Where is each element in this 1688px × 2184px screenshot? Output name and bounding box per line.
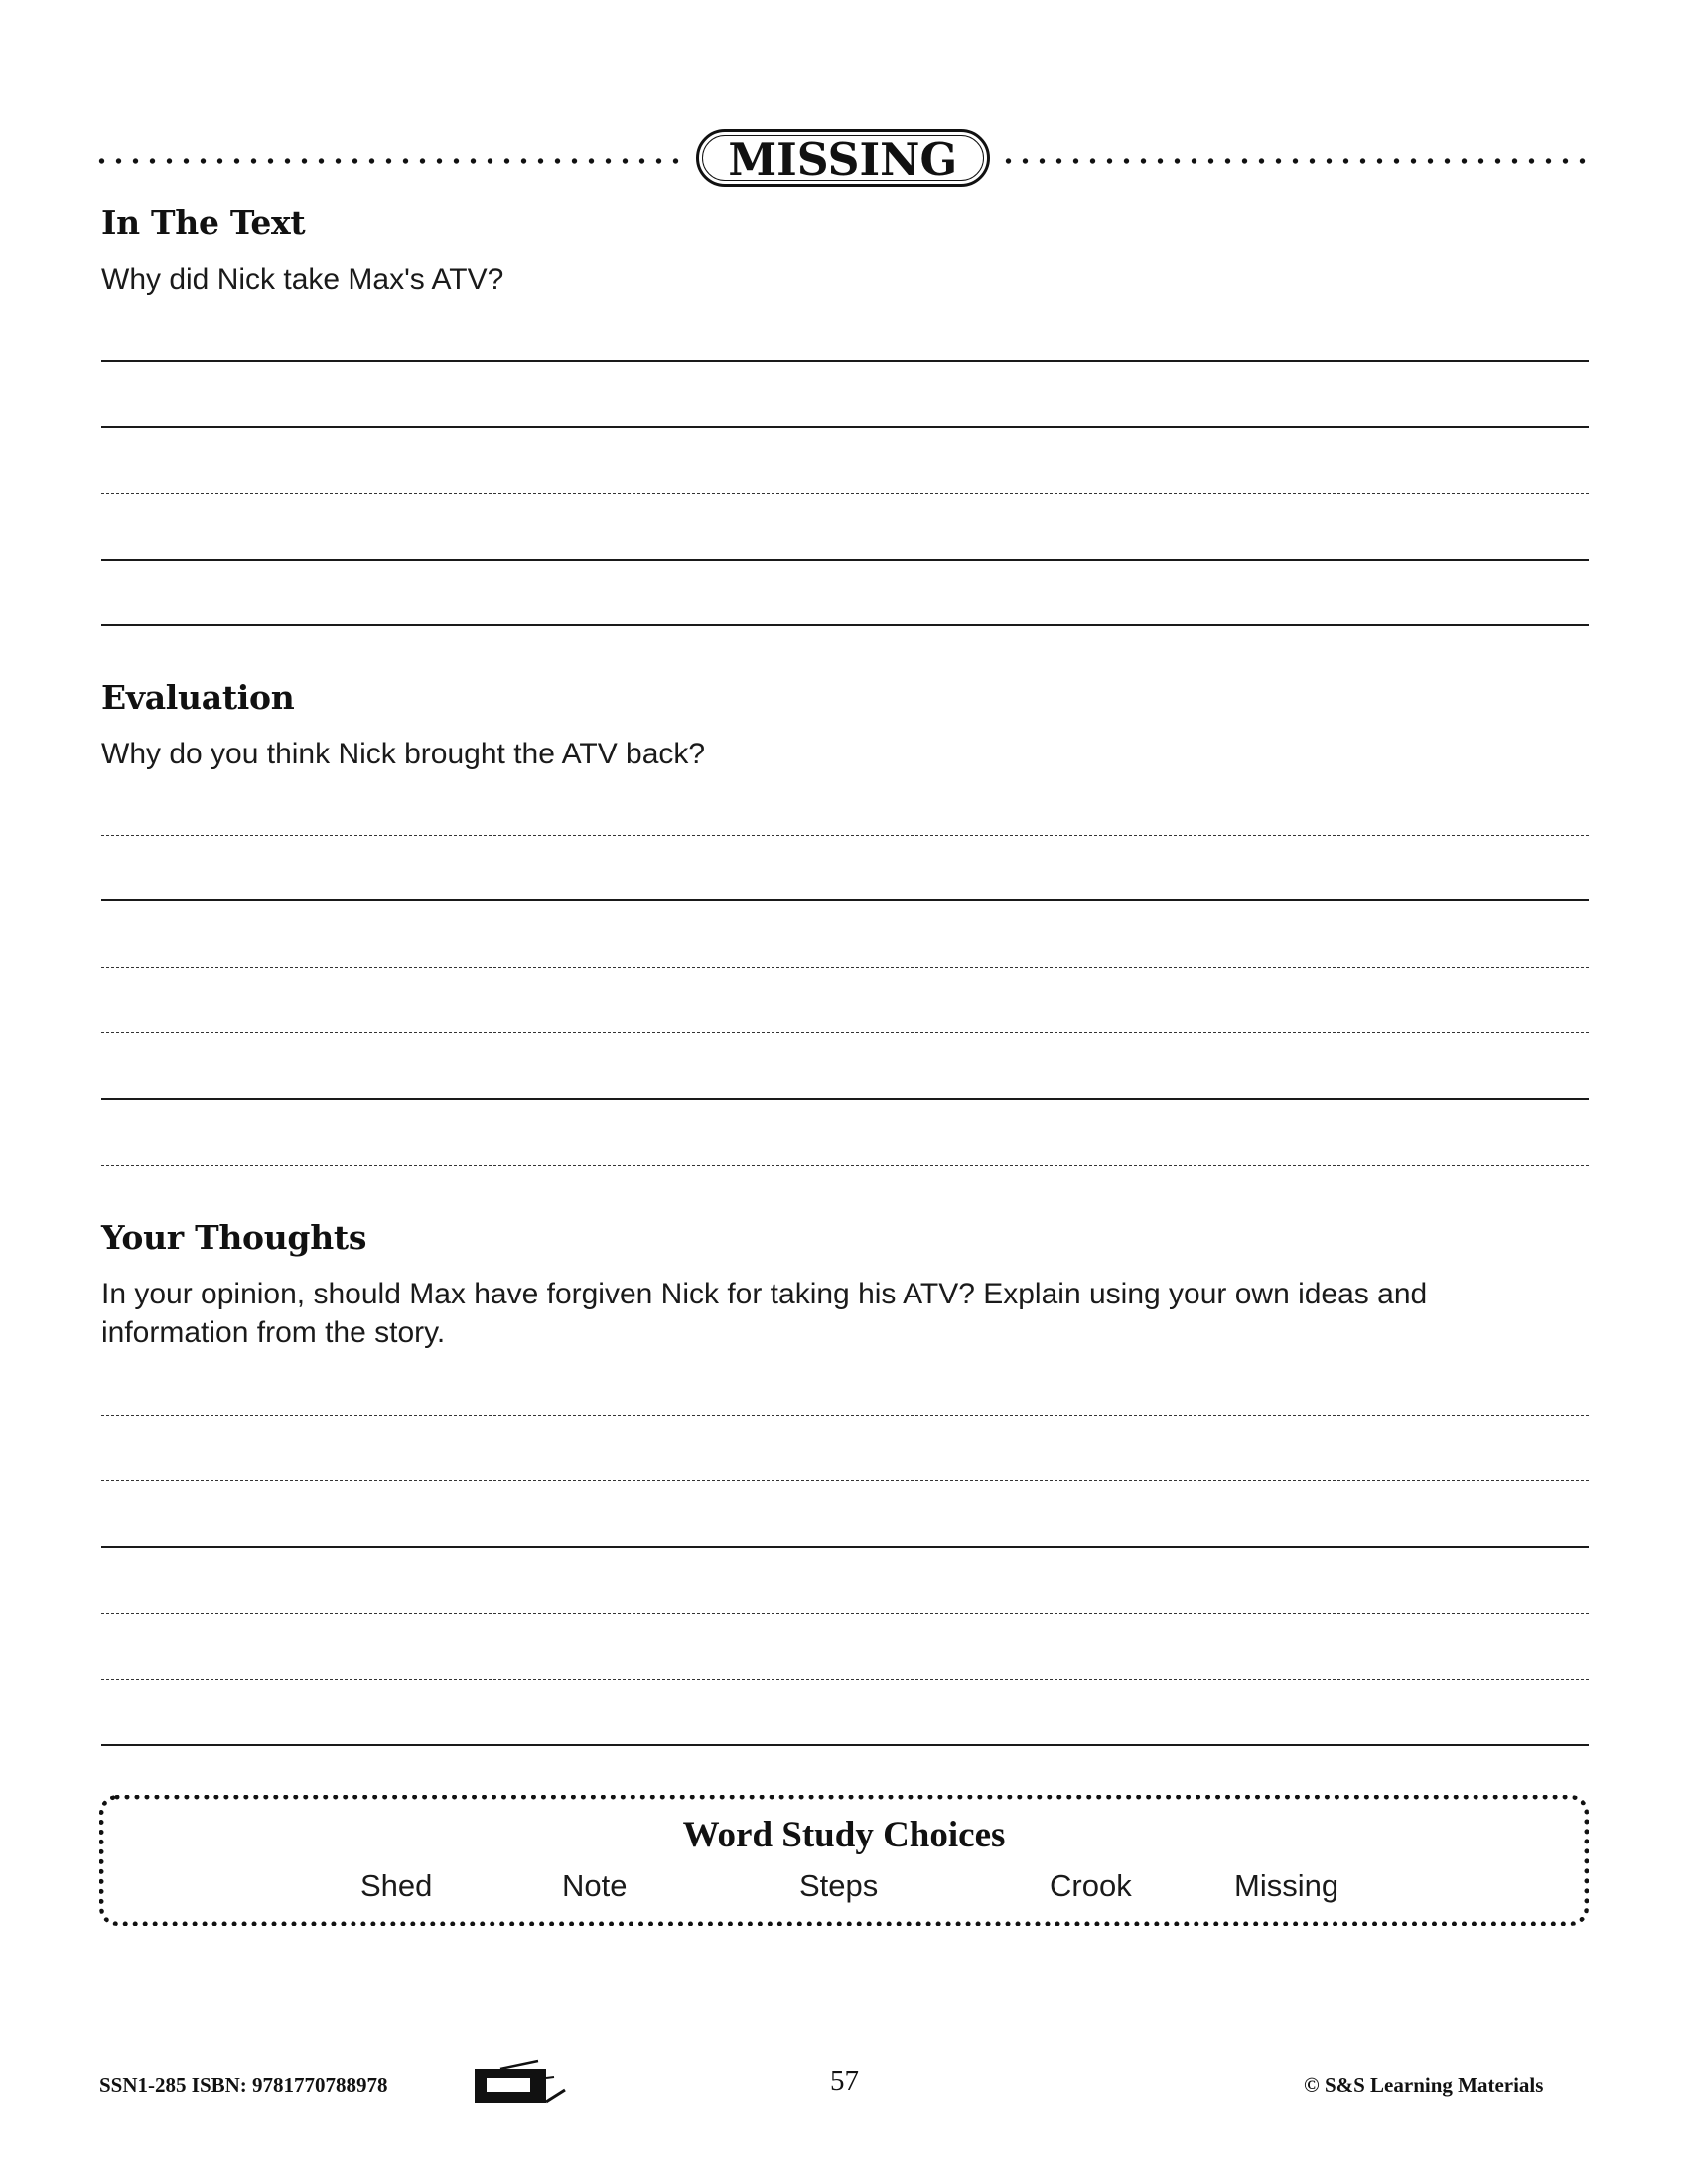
question-your-thoughts-line-2: information from the story.: [101, 1316, 446, 1349]
word-choice: Missing: [1234, 1868, 1339, 1903]
answer-line[interactable]: [101, 1165, 1589, 1166]
word-choice: Note: [562, 1868, 628, 1903]
answer-line[interactable]: [101, 493, 1589, 494]
answer-line[interactable]: [101, 1613, 1589, 1614]
word-choice: Crook: [1050, 1868, 1132, 1903]
word-study-title: Word Study Choices: [682, 1815, 1006, 1855]
answer-line[interactable]: [101, 1679, 1589, 1680]
word-choice: Steps: [799, 1868, 879, 1903]
question-in-the-text: Why did Nick take Max's ATV?: [101, 263, 504, 296]
answer-line[interactable]: [101, 967, 1589, 968]
footer-code-isbn: SSN1-285 ISBN: 9781770788978: [99, 2073, 388, 2097]
title-dotted-rule-left: [93, 158, 687, 164]
answer-line[interactable]: [101, 1098, 1589, 1100]
worksheet-title-badge: [696, 129, 990, 187]
answer-line[interactable]: [101, 1480, 1589, 1481]
page-number: 57: [830, 2065, 859, 2097]
answer-line[interactable]: [101, 426, 1589, 428]
question-evaluation: Why do you think Nick brought the ATV back?: [101, 738, 706, 770]
footer-copyright: © S&S Learning Materials: [1304, 2073, 1544, 2097]
answer-line[interactable]: [101, 1415, 1589, 1416]
worksheet-title: MISSING: [728, 132, 958, 186]
section-heading-your-thoughts: Your Thoughts: [101, 1218, 367, 1257]
question-your-thoughts-line-1: In your opinion, should Max have forgiven Nick for taking his ATV? Explain using your own ideas and: [101, 1278, 1428, 1310]
photocopier-icon: [473, 2057, 572, 2107]
answer-line[interactable]: [101, 899, 1589, 901]
answer-line[interactable]: [101, 624, 1589, 626]
answer-line[interactable]: [101, 1744, 1589, 1746]
section-heading-in-the-text: In The Text: [101, 204, 306, 242]
answer-line[interactable]: [101, 835, 1589, 836]
word-choice: Shed: [360, 1868, 433, 1903]
answer-line[interactable]: [101, 559, 1589, 561]
answer-line[interactable]: [101, 1546, 1589, 1548]
answer-line[interactable]: [101, 360, 1589, 362]
answer-line[interactable]: [101, 1032, 1589, 1033]
title-dotted-rule-right: [1000, 158, 1592, 164]
section-heading-evaluation: Evaluation: [101, 678, 295, 717]
